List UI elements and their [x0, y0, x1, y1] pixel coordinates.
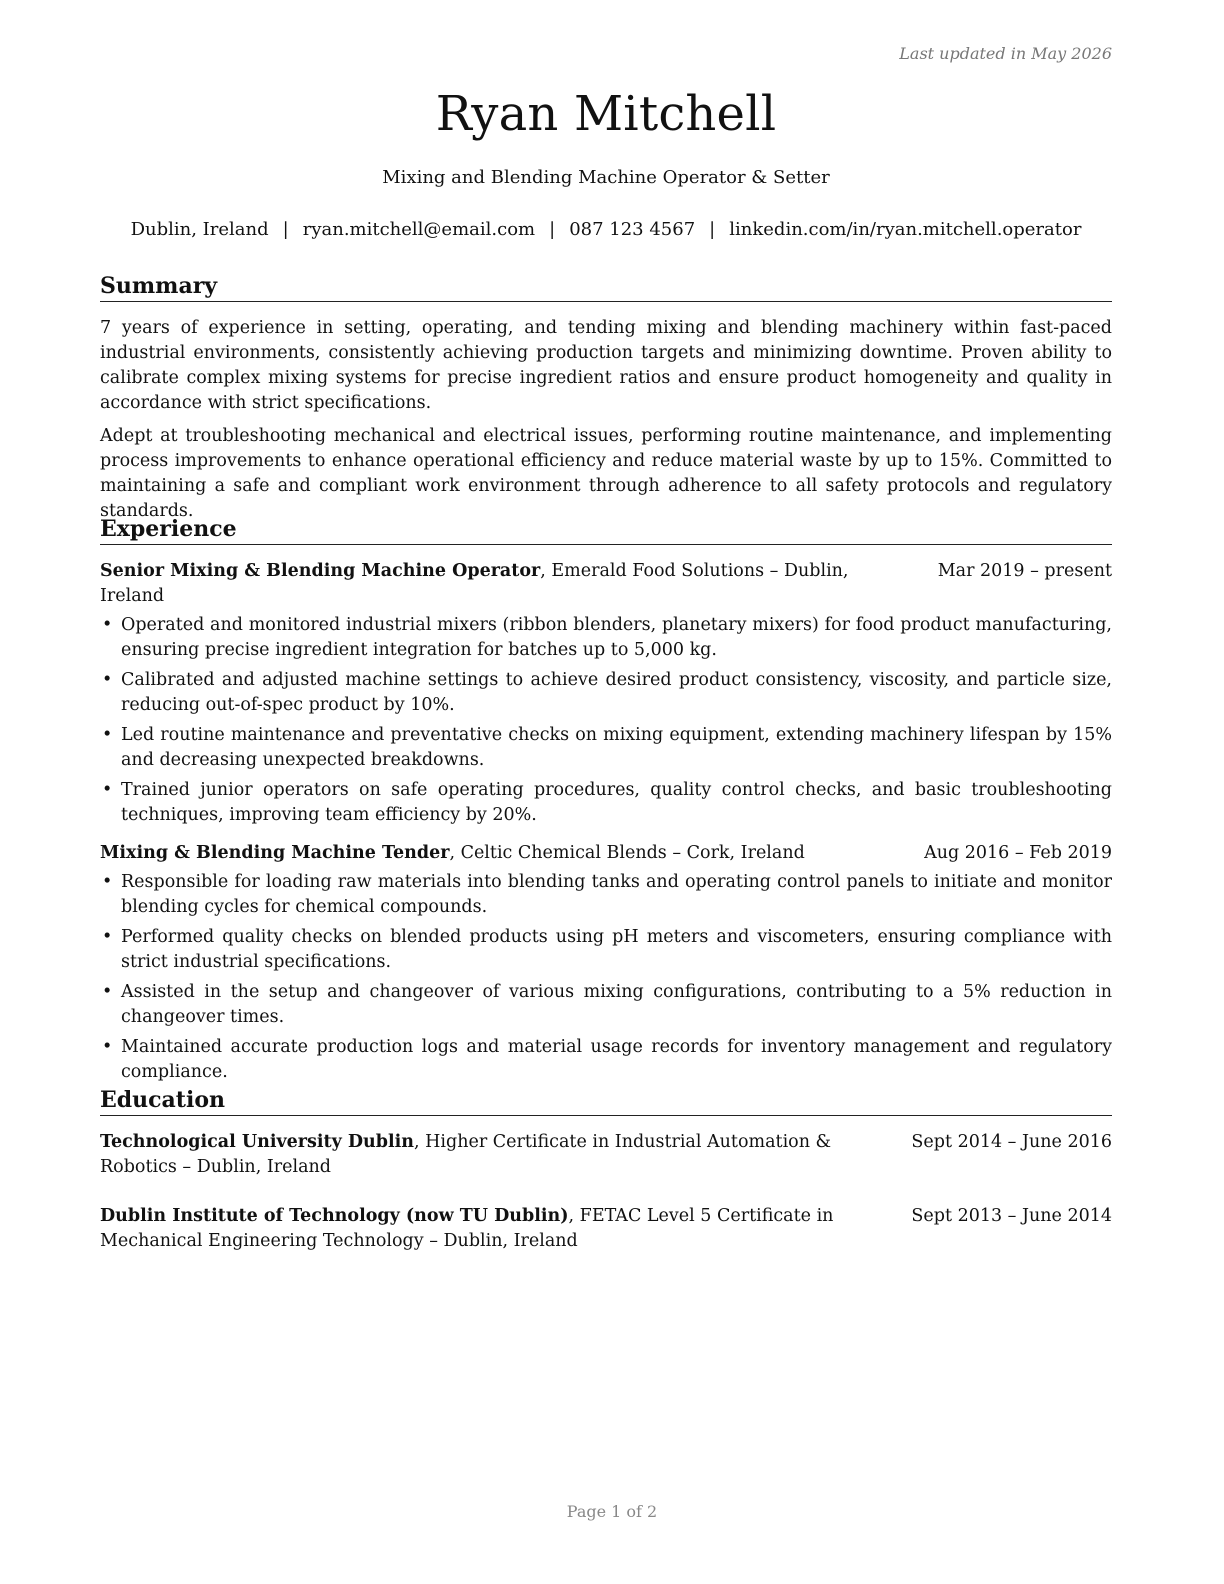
- page-indicator: Page 1 of 2: [566, 1502, 658, 1521]
- job-company: , Celtic Chemical Blends – Cork, Ireland: [449, 843, 805, 863]
- job-bullet: [100, 1035, 1112, 1085]
- section-title-experience: Experience: [100, 515, 1112, 545]
- contact-separator: |: [282, 219, 289, 240]
- summary-paragraph: 7 years of experience in setting, operating, and tending mixing and blending machinery within fast-paced industrial environments, consistently achieving production targets and minimizing downtime. Proven ability to calibrate complex mixing systems for precise ingredient ratios and ensure product homogeneity and quality in accordance with strict specifications.: [100, 318, 1112, 413]
- contact-separator: |: [709, 219, 716, 240]
- job-bullet-text: Maintained accurate production logs and material usage records for inventory management and regulatory compliance.: [121, 1037, 1112, 1082]
- section-title-summary: Summary: [100, 272, 1112, 302]
- job-bullet: [100, 613, 1112, 663]
- bullet-icon: •: [102, 982, 113, 1002]
- job-bullets: [100, 613, 1112, 828]
- bullet-icon: •: [102, 780, 113, 800]
- job-role: Senior Mixing & Blending Machine Operator: [100, 561, 541, 581]
- job-bullet-text: Performed quality checks on blended products using pH meters and viscometers, ensuring compliance with strict industrial specifications.: [121, 927, 1112, 972]
- job-bullet-text: Calibrated and adjusted machine settings to achieve desired product consistency, viscosity, and particle size, reducing out-of-spec product by 10%.: [121, 670, 1112, 715]
- job-header: [100, 559, 1112, 609]
- job-bullet: [100, 723, 1112, 773]
- contact-email[interactable]: ryan.mitchell@email.com: [302, 219, 536, 240]
- education-entry: [100, 1204, 1112, 1254]
- job-bullet-text: Assisted in the setup and changeover of various mixing configurations, contributing to a 5% reduction in changeover times.: [121, 982, 1112, 1027]
- bullet-icon: •: [102, 615, 113, 635]
- education-dates: Sept 2014 – June 2016: [911, 1132, 1112, 1152]
- candidate-name: Ryan Mitchell: [435, 86, 777, 142]
- resume-page: [100, 0, 1112, 1584]
- bullet-icon: •: [102, 1037, 113, 1057]
- job-bullet: [100, 925, 1112, 975]
- contact-linkedin[interactable]: linkedin.com/in/ryan.mitchell.operator: [729, 219, 1082, 240]
- section-title-education: Education: [100, 1086, 1112, 1116]
- education-section: [100, 1086, 1112, 1254]
- education-detail: , Higher Certificate in Industrial Automation & Robotics – Dublin, Ireland: [100, 1132, 832, 1177]
- job-bullet: [100, 980, 1112, 1030]
- job-dates: Mar 2019 – present: [937, 561, 1112, 581]
- bullet-icon: •: [102, 725, 113, 745]
- last-updated-note: Last updated in May 2026: [899, 44, 1112, 63]
- education-entry: [100, 1130, 1112, 1180]
- job-role: Mixing & Blending Machine Tender: [100, 843, 450, 863]
- contact-location: Dublin, Ireland: [130, 219, 269, 240]
- bullet-icon: •: [102, 927, 113, 947]
- summary-paragraph: Adept at troubleshooting mechanical and electrical issues, performing routine maintenance, and implementing process improvements to enhance operational efficiency and reduce material waste by up to 15%. Committed to maintaining a safe and compliant work environment through adherence to all safety protocols and regulatory standards.: [100, 426, 1112, 521]
- experience-section: [100, 515, 1112, 1090]
- job-bullet: [100, 668, 1112, 718]
- job-bullet-text: Trained junior operators on safe operating procedures, quality control checks, and basic troubleshooting techniques, improving team efficiency by 20%.: [121, 780, 1112, 825]
- job-bullet-text: Led routine maintenance and preventative checks on mixing equipment, extending machinery lifespan by 15% and decreasing unexpected breakdowns.: [121, 725, 1112, 770]
- education-dates: Sept 2013 – June 2014: [911, 1206, 1112, 1226]
- job-header: [100, 841, 1112, 866]
- job-bullet-text: Responsible for loading raw materials into blending tanks and operating control panels to initiate and monitor blending cycles for chemical compounds.: [121, 872, 1112, 917]
- job-dates: Aug 2016 – Feb 2019: [924, 843, 1112, 863]
- contact-phone[interactable]: 087 123 4567: [569, 219, 696, 240]
- job-bullets: [100, 870, 1112, 1085]
- job-bullet-text: Operated and monitored industrial mixers (ribbon blenders, planetary mixers) for food product manufacturing, ensuring precise ingredient integration for batches up to 5,000 kg.: [121, 615, 1112, 660]
- bullet-icon: •: [102, 872, 113, 892]
- job-bullet: [100, 778, 1112, 828]
- education-institution: Technological University Dublin: [100, 1132, 415, 1152]
- summary-section: [100, 272, 1112, 524]
- job-entry: [100, 559, 1112, 828]
- contact-line: [100, 219, 1112, 240]
- bullet-icon: •: [102, 670, 113, 690]
- job-company: , Emerald Food Solutions – Dublin, Ireland: [100, 561, 849, 606]
- job-bullet: [100, 870, 1112, 920]
- job-entry: [100, 841, 1112, 1085]
- education-institution: Dublin Institute of Technology (now TU Dublin): [100, 1206, 569, 1226]
- education-detail: , FETAC Level 5 Certificate in Mechanical Engineering Technology – Dublin, Ireland: [100, 1206, 834, 1251]
- candidate-headline: Mixing and Blending Machine Operator & Setter: [382, 167, 830, 188]
- contact-separator: |: [549, 219, 556, 240]
